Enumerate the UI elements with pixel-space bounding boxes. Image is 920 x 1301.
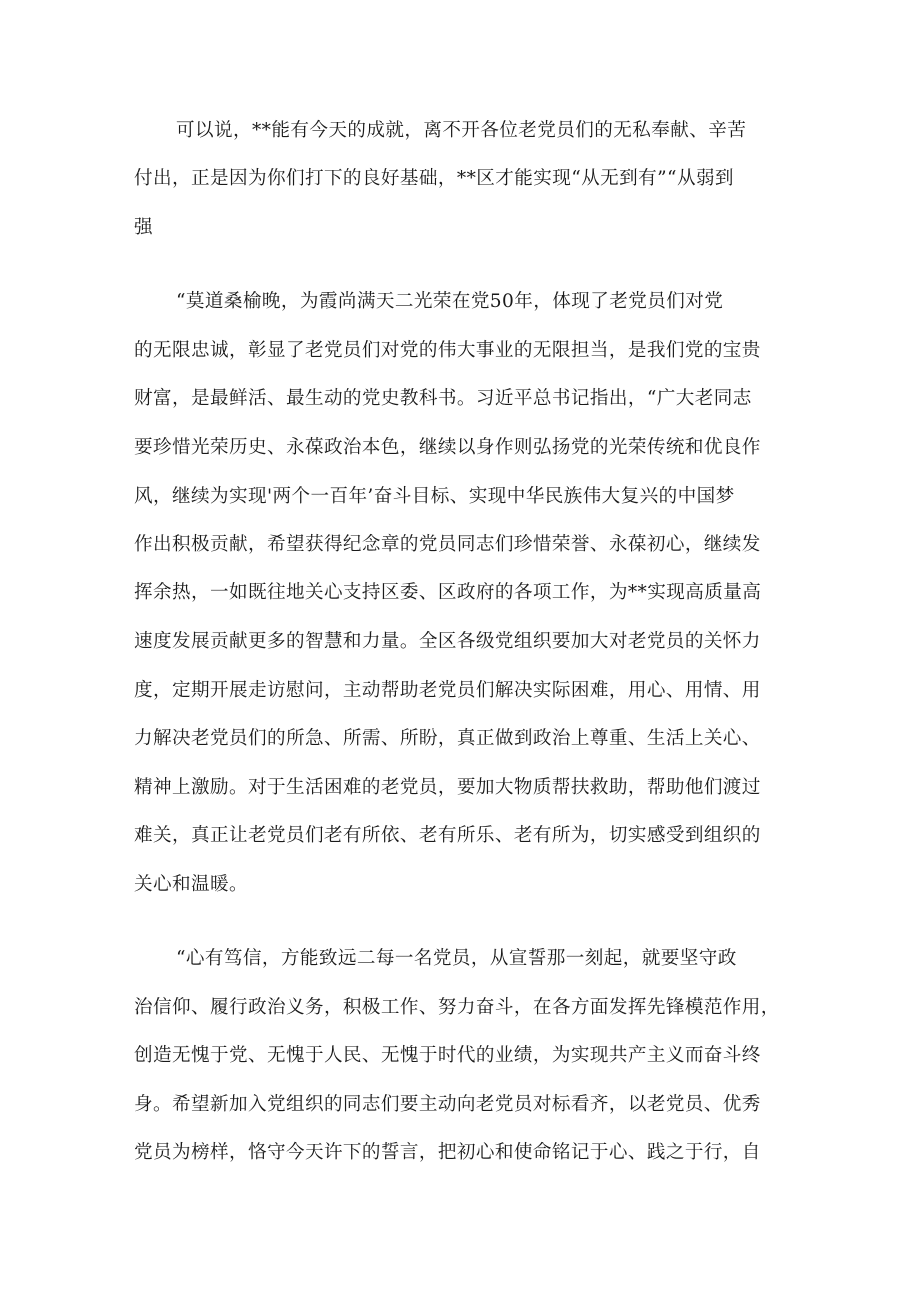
paragraph-3-line-1: “心有笃信，方能致远二每一名党员，从宣誓那一刻起，就要坚守政	[176, 948, 737, 969]
paragraph-2-line-12: 难关，真正让老党员们老有所依、老有所乐、老有所为，切实感受到组织的	[134, 825, 761, 846]
paragraph-2-line-5: 风，继续为实现'两个一百年’奋斗目标、实现中华民族伟大复兴的中国梦	[134, 486, 735, 507]
paragraph-1-line-3: 强	[134, 217, 153, 238]
paragraph-2-line-7: 挥余热，一如既往地关心支持区委、区政府的各项工作，为**实现高质量高	[134, 582, 762, 603]
paragraph-3-line-2: 治信仰、履行政治义务，积极工作、努力奋斗，在各方面发挥先锋模范作用，	[134, 997, 780, 1018]
paragraph-2-line-1: “莫道桑榆晚，为霞尚满天二光荣在党50年，体现了老党员们对党	[176, 291, 724, 312]
paragraph-3-line-4: 身。希望新加入党组织的同志们要主动向老党员对标看齐，以老党员、优秀	[134, 1094, 761, 1115]
paragraph-2-line-11: 精神上激励。对于生活困难的老党员，要加大物质帮扶救助，帮助他们渡过	[134, 777, 761, 798]
paragraph-1-line-2: 付出，正是因为你们打下的良好基础，**区才能实现“从无到有”“从弱到	[134, 168, 734, 189]
paragraph-2-line-6: 作出积极贡献，希望获得纪念章的党员同志们珍惜荣誉、永葆初心，继续发	[134, 534, 761, 555]
paragraph-2-line-2: 的无限忠诚，彰显了老党员们对党的伟大事业的无限担当，是我们党的宝贵	[134, 340, 761, 361]
paragraph-3-line-5: 党员为榜样，恪守今天许下的誓言，把初心和使命铭记于心、践之于行，自	[134, 1142, 761, 1163]
paragraph-1-line-1: 可以说，**能有今天的成就，离不开各位老党员们的无私奉献、辛苦	[176, 120, 747, 141]
paragraph-3-line-3: 创造无愧于党、无愧于人民、无愧于时代的业绩，为实现共产主义而奋斗终	[134, 1045, 761, 1066]
paragraph-2-line-9: 度，定期开展走访慰问，主动帮助老党员们解决实际困难，用心、用情、用	[134, 680, 761, 701]
paragraph-2-line-3: 财富，是最鲜活、最生动的党史教科书。习近平总书记指出，“广大老同志	[134, 388, 752, 409]
paragraph-2-line-10: 力解决老党员们的所急、所需、所盼，真正做到政治上尊重、生活上关心、	[134, 728, 761, 749]
paragraph-2-line-4: 要珍惜光荣历史、永葆政治本色，继续以身作则弘扬党的光荣传统和优良作	[134, 437, 761, 458]
paragraph-2-line-13: 关心和温暖。	[134, 874, 248, 895]
paragraph-2-line-8: 速度发展贡献更多的智慧和力量。全区各级党组织要加大对老党员的关怀力	[134, 631, 761, 652]
